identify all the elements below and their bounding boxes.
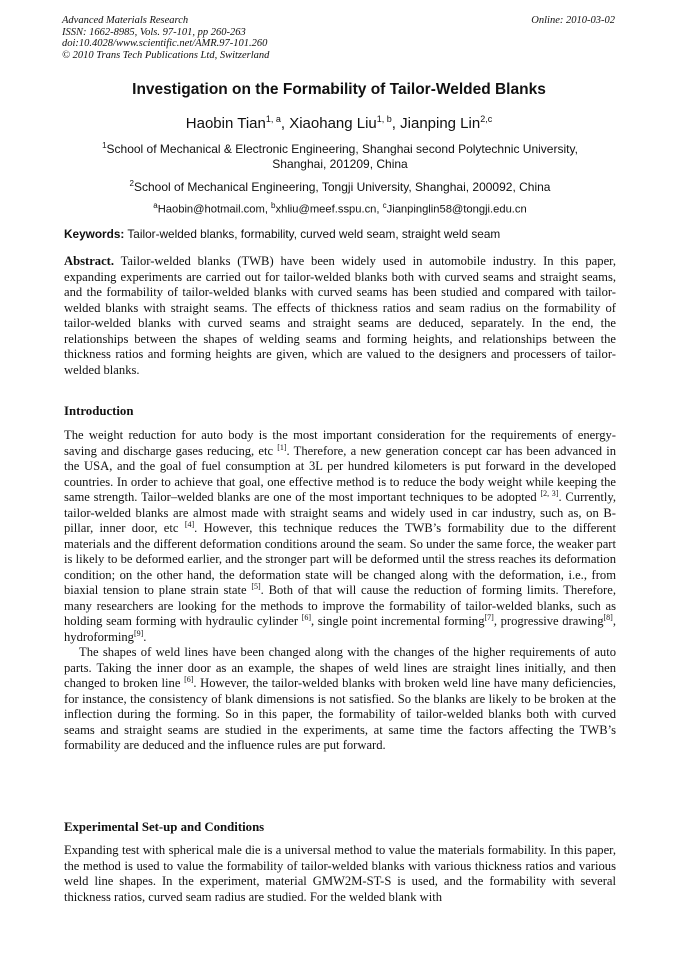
journal-name: Advanced Materials Research (62, 15, 189, 26)
email-link[interactable]: xhliu@meef.sspu.cn, (275, 203, 383, 216)
citation[interactable]: [4] (184, 519, 195, 529)
citation[interactable]: [7] (484, 612, 494, 622)
section-heading-introduction: Introduction (64, 404, 134, 418)
author-affiliation-mark: 1, a (265, 114, 281, 124)
introduction-body (64, 428, 616, 754)
author-emails: $^a$Haobin@hotmail.com, $^b$xhliu@meef.sspu.cn, $^c$Jianpinglin58@tongji.edu.cn (153, 201, 527, 216)
experimental-body (64, 843, 616, 905)
paragraph: The weight reduction for auto body is the most important consideration for the requirements of energy- saving and discharge gases reducing, etc [1]. Therefore, a new generation concept car has been advanced in the USA, and the goal of fuel consumption at 3L per hundred kilometers is put forward in the developed countries. In order to achieve that goal, one effective method is to reduce the body weight while keeping the same strength. Tailor–welded blanks are one of the most important techniques to be adopted [2, 3]. Currently, tailor-welded blanks are almost made with straight seams and widely used in car industry, such as, on B-pillar, inner door, etc [4]. However, this technique reduces the TWB’s formability due to the different materials and the different deformation conditions around the seam. So under the same force, the weaker part is likely to be deformed earlier, and the stronger part will be deformed until the stress reaches its deformation condition; on the other hand, the deformation state will be changed along with the deformation, i.e., from biaxial tension to plane strain state [5]. Both of that will cause the reduction of forming limits. Therefore, many researchers are looking for the methods to improve the formability of tailor-welded blanks, such as holding seam forming with hydraulic cylinder [6], single point incremental forming[7], progressive drawing[8], hydroforming[9]. (64, 428, 616, 644)
abstract-text: Tailor-welded blanks (TWB) have been widely used in automobile industry. In this paper, expanding experiments are carried out for tailor-welded blanks both with curved seams and straight seams, and the formability of tailor-welded blanks with curved seams has been studied and compared with tailor-welded blanks with straight seams. The effects of thickness ratios and seam radius on the formability of tailor-welded blanks with curved seams and straight seams are deduced, separately. In the end, the relationships between the shapes of welding seams and forming heights, and relationships between the thickness ratios and forming heights are given, which are valued to the designers and processers of tailor-welded blanks. (64, 254, 616, 377)
author-name: Haobin Tian (185, 115, 266, 132)
paper-title: Investigation on the Formability of Tailor-Welded Blanks (132, 81, 546, 98)
paragraph: Expanding test with spherical male die is a universal method to value the materials formability. In this paper, the method is used to value the formability of tailor-welded blanks with various thickness ratios and various weld line shapes. In the experiment, material GMW2M-ST-S is used, and the formability with several thickness ratios, curved seam radius are studied. For the welded blank with (64, 843, 616, 904)
affiliation-1: $^1$School of Mechanical & Electronic Engineering, Shanghai second Polytechnic University, Shanghai, 201209, China (102, 141, 578, 171)
paragraph: The shapes of weld lines have been changed along with the changes of the higher requirements of auto parts. Taking the inner door as an example, the shapes of weld lines are straight lines initially, and then changed to broken line [6]. However, the tailor-welded blanks with broken weld line have many deficiencies, for instance, the consistency of blank dimensions is not satisfied. So the blanks are likely to be broken at the inflection during the forming. So in this paper, the formability of tailor-welded blanks both with curved seams and straight seams are studied in the experiments, at same time the factors affecting the TWB’s formability are deduced and the influence rules are put forward. (64, 645, 616, 752)
email-link[interactable]: Haobin@hotmail.com, (157, 203, 272, 216)
abstract-label: Abstract. (64, 254, 115, 268)
email-link[interactable]: Jianpinglin58@tongji.edu.cn (386, 203, 527, 216)
author-name: Jianping Lin (400, 115, 481, 132)
abstract (64, 254, 616, 378)
citation[interactable]: [5] (251, 581, 261, 591)
keywords-label: Keywords: (64, 227, 125, 241)
author-affiliation-mark: 1, b (376, 114, 392, 124)
citation[interactable]: [2, 3] (540, 488, 559, 498)
author-name: Xiaohang Liu (289, 115, 377, 132)
section-heading-experimental: Experimental Set-up and Conditions (64, 820, 265, 834)
online-date: Online: 2010-03-02 (531, 15, 615, 26)
author-list: Haobin Tian$^{1, a}$, Xiaohang Liu$^{1, b}$, Jianping Lin$^{2,c}$ (185, 114, 493, 132)
journal-copyright: © 2010 Trans Tech Publications Ltd, Switzerland (62, 49, 270, 61)
journal-header (62, 15, 269, 61)
keywords (64, 227, 616, 241)
author-affiliation-mark: 2,c (480, 114, 493, 124)
citation[interactable]: [1] (277, 442, 287, 452)
journal-doi: doi:10.4028/www.scientific.net/AMR.97-101.260 (62, 38, 268, 50)
citation[interactable]: [9] (133, 628, 144, 638)
keywords-text: Tailor-welded blanks, formability, curved weld seam, straight weld seam (124, 227, 501, 241)
citation[interactable]: [8] (603, 612, 613, 622)
citation[interactable]: [6] (301, 612, 312, 622)
journal-issn: ISSN: 1662-8985, Vols. 97-101, pp 260-263 (62, 26, 246, 38)
affiliation-2: $^2$School of Mechanical Engineering, Tongji University, Shanghai, 200092, China (129, 179, 551, 194)
citation[interactable]: [6] (184, 674, 194, 684)
